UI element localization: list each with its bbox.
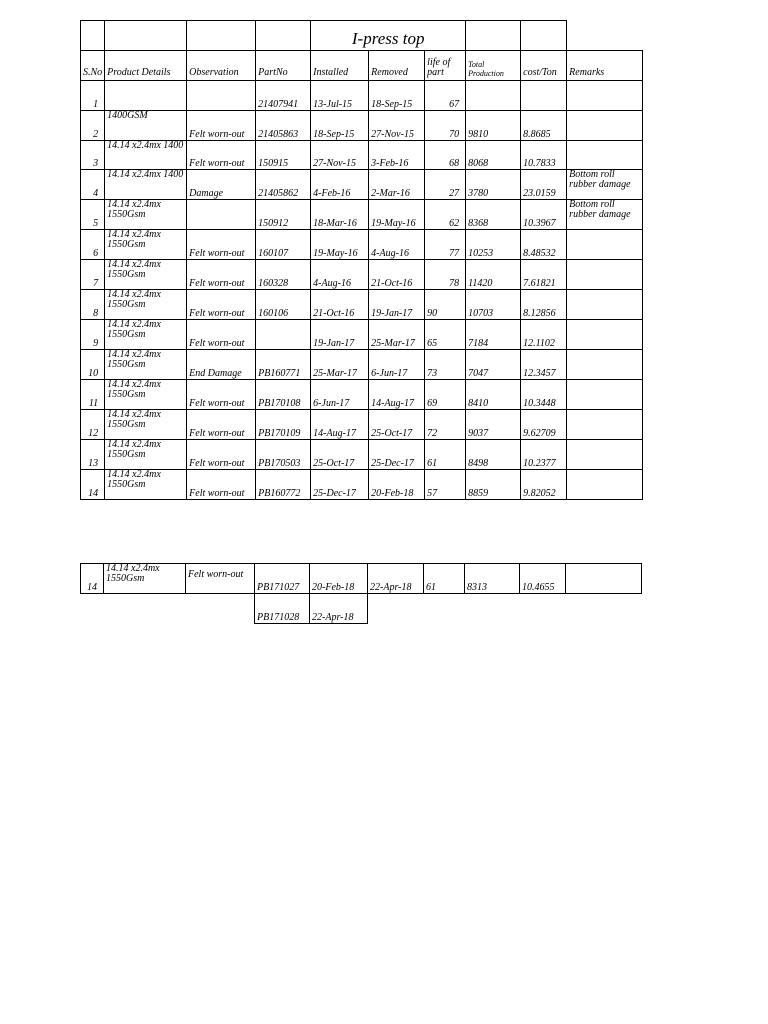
header-cost: cost/Ton [521,51,567,81]
cell-sno: 2 [81,111,105,141]
cell-observation [187,81,256,111]
table-row [81,230,643,260]
cell-installed: 27-Nov-15 [311,141,369,170]
header-product: Product Details [105,51,187,81]
cell-product: 14.14 x2.4mx 1550Gsm [105,200,187,230]
cell-installed: 4-Aug-16 [311,260,369,290]
cell-remarks [567,230,643,260]
header-remarks: Remarks [567,51,643,81]
cell-removed: 14-Aug-17 [369,380,425,410]
cell-observation: Felt worn-out [187,111,256,141]
table-row [81,594,642,624]
cell-removed: 19-May-16 [369,200,425,230]
cell-installed: 22-Apr-18 [310,594,368,624]
cell-cost: 10.4655 [520,564,566,594]
header-observation: Observation [187,51,256,81]
press-log-table [80,20,643,500]
cell-partno: 150915 [256,141,311,170]
cell-remarks [567,111,643,141]
cell-life: 27 [425,170,466,200]
cell-sno: 14 [81,470,105,500]
cell-sno: 6 [81,230,105,260]
table-row [81,410,643,440]
cell-total: 10253 [466,230,521,260]
cell-installed: 25-Dec-17 [311,470,369,500]
cell-total: 7184 [466,320,521,350]
cell-remarks [567,81,643,111]
cell-life: 62 [425,200,466,230]
cell-installed: 14-Aug-17 [311,410,369,440]
cell-sno: 10 [81,350,105,380]
table-row [81,564,642,594]
cell-removed: 2-Mar-16 [369,170,425,200]
cell-partno: PB171027 [255,564,310,594]
cell-removed: 25-Oct-17 [369,410,425,440]
cell-partno: 21407941 [256,81,311,111]
cell-sno: 1 [81,81,105,111]
cell-life: 70 [425,111,466,141]
header-life: life of part [425,51,466,81]
cell-product: 14.14 x2.4mx 1550Gsm [105,410,187,440]
table-row [81,290,643,320]
cell-total: 8410 [466,380,521,410]
cell-observation [187,200,256,230]
title-row [81,21,643,51]
cell-observation: Felt worn-out [187,440,256,470]
cell-partno: 160107 [256,230,311,260]
cell-observation: Felt worn-out [187,320,256,350]
cell-remarks [566,564,642,594]
cell-installed: 18-Mar-16 [311,200,369,230]
cell-observation: Felt worn-out [187,141,256,170]
cell-installed: 25-Mar-17 [311,350,369,380]
cell-cost: 10.2377 [521,440,567,470]
cell-product: 14.14 x2.4mx 1550Gsm [105,350,187,380]
cell-partno: PB160771 [256,350,311,380]
cell-cost: 9.62709 [521,410,567,440]
cell-partno: 21405863 [256,111,311,141]
cell-installed: 19-Jan-17 [311,320,369,350]
cell-life: 77 [425,230,466,260]
cell-cost: 8.48532 [521,230,567,260]
cell-removed: 27-Nov-15 [369,111,425,141]
cell-total: 8368 [466,200,521,230]
cell-observation: Felt worn-out [187,470,256,500]
cell-observation: Felt worn-out [187,290,256,320]
cell-cost: 8.12856 [521,290,567,320]
cell-life: 78 [425,260,466,290]
cell-remarks [567,350,643,380]
cell-total: 10703 [466,290,521,320]
cell-product: 14.14 x2.4mx 1400 [105,141,187,170]
header-removed: Removed [369,51,425,81]
cell-remarks [567,320,643,350]
table-row [81,470,643,500]
cell-cost: 12.3457 [521,350,567,380]
cell-remarks [567,380,643,410]
cell-removed: 6-Jun-17 [369,350,425,380]
cell-sno: 12 [81,410,105,440]
continuation-table [80,563,642,624]
cell-partno: PB171028 [255,594,310,624]
cell-product: 1400GSM [105,111,187,141]
table-row [81,320,643,350]
cell-total: 3780 [466,170,521,200]
cell-sno: 8 [81,290,105,320]
cell-total: 8068 [466,141,521,170]
cell-sno: 14 [81,564,104,594]
cell-sno: 13 [81,440,105,470]
cell-removed: 19-Jan-17 [369,290,425,320]
cell-cost: 10.7833 [521,141,567,170]
table-row [81,111,643,141]
header-partno: PartNo [256,51,311,81]
cell-cost: 10.3448 [521,380,567,410]
cell-life: 90 [425,290,466,320]
cell-removed: 18-Sep-15 [369,81,425,111]
cell-product: 14.14 x2.4mx 1550Gsm [105,230,187,260]
cell-product: 14.14 x2.4mx 1550Gsm [105,320,187,350]
table-row [81,440,643,470]
cell-product: 14.14 x2.4mx 1550Gsm [105,470,187,500]
cell-remarks [567,410,643,440]
cell-life: 68 [425,141,466,170]
cell-installed: 19-May-16 [311,230,369,260]
cell-partno [256,320,311,350]
cell-product: 14.14 x2.4mx 1400 [105,170,187,200]
cell-observation: Damage [187,170,256,200]
table-title: I-press top [311,21,466,51]
cell-life: 67 [425,81,466,111]
cell-observation: Felt worn-out [187,410,256,440]
cell-total: 9810 [466,111,521,141]
cell-observation: Felt worn-out [186,564,255,594]
cell-partno: PB170108 [256,380,311,410]
cell-cost: 9.82052 [521,470,567,500]
cell-total [466,81,521,111]
cell-life: 61 [425,440,466,470]
cell-total: 7047 [466,350,521,380]
cell-removed: 4-Aug-16 [369,230,425,260]
cell-observation: Felt worn-out [187,230,256,260]
cell-total: 11420 [466,260,521,290]
cell-remarks: Bottom roll rubber damage [567,170,643,200]
cell-removed: 3-Feb-16 [369,141,425,170]
cell-installed: 18-Sep-15 [311,111,369,141]
header-row [81,51,643,81]
cell-life: 69 [425,380,466,410]
cell-remarks [567,260,643,290]
cell-sno: 4 [81,170,105,200]
cell-product: 14.14 x2.4mx 1550Gsm [105,260,187,290]
cell-total: 9037 [466,410,521,440]
cell-cost [521,81,567,111]
cell-partno: 21405862 [256,170,311,200]
cell-cost: 7.61821 [521,260,567,290]
cell-life: 72 [425,410,466,440]
cell-removed: 25-Dec-17 [369,440,425,470]
cell-remarks [567,440,643,470]
table-row [81,170,643,200]
cell-removed: 25-Mar-17 [369,320,425,350]
cell-cost: 23.0159 [521,170,567,200]
cell-cost: 8.8685 [521,111,567,141]
cell-total: 8859 [466,470,521,500]
cell-sno: 9 [81,320,105,350]
cell-installed: 6-Jun-17 [311,380,369,410]
header-total: Total Production [466,51,521,81]
cell-total: 8313 [465,564,520,594]
cell-life: 57 [425,470,466,500]
cell-observation: Felt worn-out [187,260,256,290]
cell-sno: 3 [81,141,105,170]
cell-observation: Felt worn-out [187,380,256,410]
cell-installed: 13-Jul-15 [311,81,369,111]
cell-removed: 20-Feb-18 [369,470,425,500]
cell-product: 14.14 x2.4mx 1550Gsm [104,564,186,594]
cell-cost: 12.1102 [521,320,567,350]
table-row [81,141,643,170]
table-row [81,81,643,111]
table-row [81,260,643,290]
cell-partno: PB170109 [256,410,311,440]
cell-removed: 21-Oct-16 [369,260,425,290]
table-row [81,200,643,230]
cell-installed: 21-Oct-16 [311,290,369,320]
cell-product [105,81,187,111]
cell-removed: 22-Apr-18 [368,564,424,594]
header-sno: S.No [81,51,105,81]
cell-observation: End Damage [187,350,256,380]
cell-remarks: Bottom roll rubber damage [567,200,643,230]
header-installed: Installed [311,51,369,81]
cell-life: 73 [425,350,466,380]
cell-product: 14.14 x2.4mx 1550Gsm [105,440,187,470]
cell-installed: 4-Feb-16 [311,170,369,200]
cell-remarks [567,470,643,500]
cell-installed: 20-Feb-18 [310,564,368,594]
cell-total: 8498 [466,440,521,470]
cell-life: 65 [425,320,466,350]
table-row [81,380,643,410]
cell-cost: 10.3967 [521,200,567,230]
cell-product: 14.14 x2.4mx 1550Gsm [105,290,187,320]
cell-remarks [567,290,643,320]
cell-partno: 160106 [256,290,311,320]
table-row [81,350,643,380]
cell-product: 14.14 x2.4mx 1550Gsm [105,380,187,410]
cell-sno: 5 [81,200,105,230]
cell-life: 61 [424,564,465,594]
cell-remarks [567,141,643,170]
cell-partno: 150912 [256,200,311,230]
cell-partno: 160328 [256,260,311,290]
cell-sno: 7 [81,260,105,290]
cell-partno: PB170503 [256,440,311,470]
cell-installed: 25-Oct-17 [311,440,369,470]
cell-partno: PB160772 [256,470,311,500]
cell-sno: 11 [81,380,105,410]
